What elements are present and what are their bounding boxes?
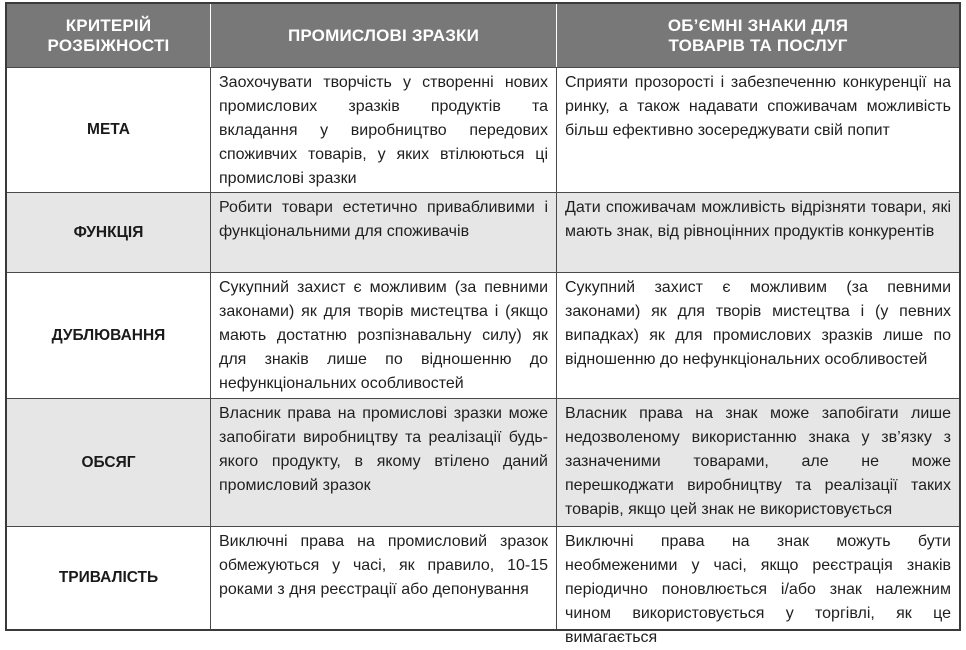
cell-design-duplication: Сукупний захист є можливим (за певними законами) як для творів мистецтва і (якщо мають достатню розпізнавальну силу) як для знаків лише по відношенню до нефункціональних особливостей	[219, 279, 548, 392]
criterion-label: ДУБЛЮВАННЯ	[51, 326, 166, 344]
cell-mark-duration: Виключні права на знак можуть бути необмеженими у часі, якщо реєстрація знаків періодично поновлюється і/або знак належним чином використовується у торгівлі, як це вимагається	[565, 533, 951, 646]
criterion-label: ТРИВАЛІСТЬ	[58, 569, 159, 586]
column-divider	[210, 67, 211, 629]
criterion-label: ОБСЯГ	[81, 453, 136, 471]
row-divider	[7, 272, 959, 273]
header-3d-marks-label: ОБ’ЄМНІ ЗНАКИ ДЛЯ ТОВАРІВ ТА ПОСЛУГ	[667, 15, 849, 55]
row-criterion-goal	[7, 68, 210, 192]
criterion-label: ФУНКЦІЯ	[73, 223, 144, 241]
header-criterion	[7, 4, 210, 67]
cell-mark-goal: Сприяти прозорості і забезпеченню конкуренції на ринку, а також надавати споживачам можливість більш ефективно зосереджувати свій попит	[565, 74, 951, 139]
row-criterion-duration	[7, 527, 210, 629]
header-divider	[556, 4, 557, 67]
criterion-label: МЕТА	[87, 121, 130, 138]
row-divider	[7, 398, 959, 399]
row-divider	[7, 67, 959, 68]
column-divider	[556, 67, 557, 629]
header-industrial-designs-label: ПРОМИСЛОВІ ЗРАЗКИ	[287, 25, 480, 45]
cell-design-goal: Заохочувати творчість у створенні нових промислових зразків продуктів та вкладання у виробництво передових споживчих товарів, у яких втілюються ці промислові зразки	[219, 74, 548, 187]
header-divider	[210, 4, 211, 67]
cell-mark-function: Дати споживачам можливість відрізняти товари, які мають знак, від рівноцінних продуктів конкурентів	[557, 193, 959, 272]
row-criterion-duplication	[7, 273, 210, 398]
cell-design-scope: Власник права на промислові зразки може запобігати виробництву та реалізації будь-якого продукту, в якому втілено даний промисловий зразок	[211, 399, 556, 526]
row-criterion-scope	[7, 399, 210, 526]
header-3d-marks	[557, 4, 959, 67]
row-divider	[7, 526, 959, 527]
row-criterion-function	[7, 193, 210, 272]
header-industrial-designs	[211, 4, 556, 67]
cell-mark-duplication: Сукупний захист є можливим (за певними законами) як для творів мистецтва і (у певних випадках) як для промислових зразків лише по відношенню до нефункціональних особливостей	[565, 279, 951, 368]
header-criterion-label: КРИТЕРІЙ РОЗБІЖНОСТІ	[47, 15, 170, 55]
cell-design-duration: Виключні права на промисловий зразок обмежуються у часі, як правило, 10-15 роками з дня реєстрації або депонування	[219, 533, 548, 598]
cell-mark-scope: Власник права на знак може запобігати лише недозволеному використанню знака у зв’язку з зазначеними товарами, але не може перешкоджати виробництву та реалізації таких товарів, якщо цей знак не використовується	[557, 399, 959, 526]
comparison-table	[5, 2, 961, 646]
cell-design-function: Робити товари естетично привабливими і функціональними для споживачів	[211, 193, 556, 272]
row-divider	[7, 192, 959, 193]
